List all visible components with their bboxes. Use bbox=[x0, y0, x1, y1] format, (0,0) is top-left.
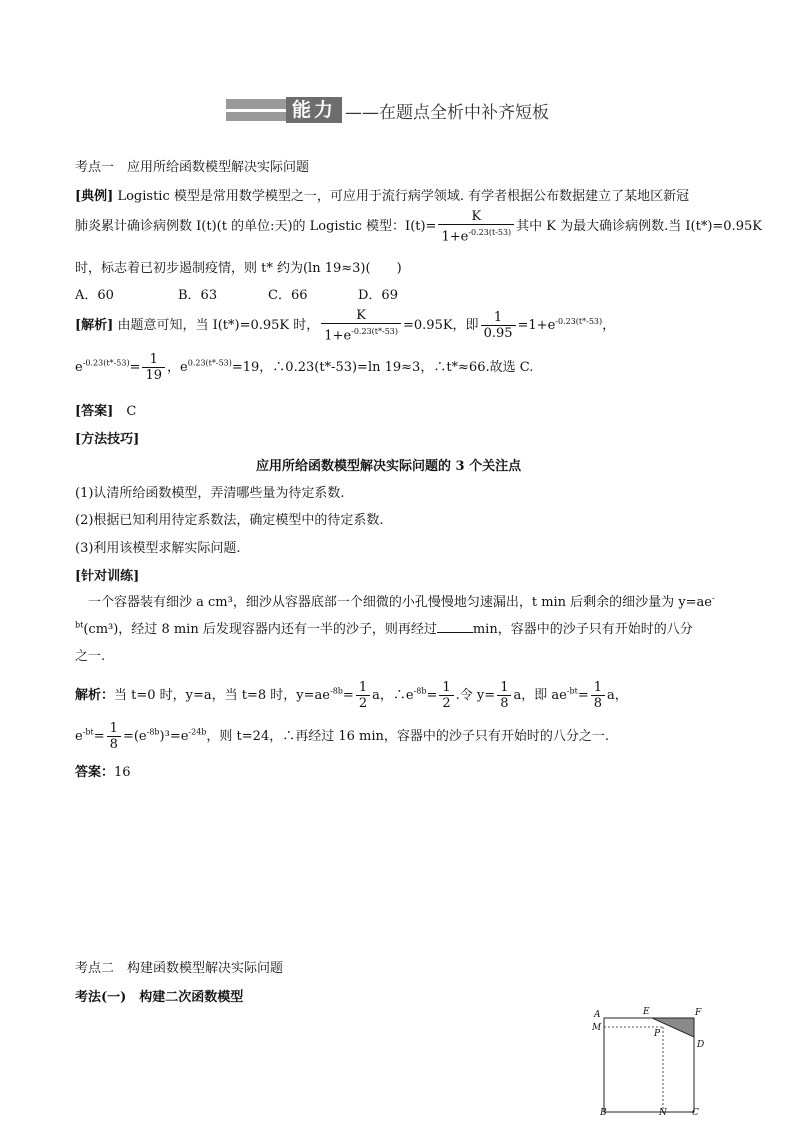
label-c: C bbox=[692, 1108, 699, 1118]
label-a: A bbox=[594, 1010, 601, 1020]
example-line3: 时，标志着已初步遏制疫情，则 t* 约为(ln 19≈3)( ) bbox=[75, 261, 402, 276]
training-solution-line2: $e^{-bt}=$ $\frac{1}{8}$ $=(e^{-8b})^3=e^{-24b}$，则 t=24，∴再经过 16 min，容器中的沙子只有开始时的八分之一. bbox=[75, 721, 610, 752]
section2-subheading: 考法(一) 构建二次函数模型 bbox=[75, 990, 244, 1005]
training-answer: 答案：16 bbox=[75, 765, 131, 780]
label-b: B bbox=[600, 1108, 607, 1118]
label-f: F bbox=[695, 1008, 702, 1018]
label-m: M bbox=[592, 1023, 602, 1033]
label-e: E bbox=[643, 1007, 650, 1017]
example-line1: [典例] Logistic 模型是常用数学模型之一，可应用于流行病学领域. 有学者根据公布数据建立了某地区新冠 bbox=[75, 189, 690, 204]
answer-line: [答案] C bbox=[75, 404, 137, 419]
method-item-2: (2)根据已知利用待定系数法，确定模型中的待定系数. bbox=[75, 513, 384, 528]
section1-heading: 考点一 应用所给函数模型解决实际问题 bbox=[75, 160, 310, 175]
option-a: A．60 bbox=[75, 288, 114, 303]
training-tag: [针对训练] bbox=[75, 569, 140, 584]
training-solution-line1: 解析：当 t=0 时，y=a，当 t=8 时，$y=ae^{-8b}=$ $\frac{1}{2}$ a，$\therefore e^{-8b}=$ $\frac{1}{2}$ .令 y= $\frac{1}{8}$ a，即 $ae^{-bt}=$ $\frac{1}{8}$ a， bbox=[75, 680, 628, 711]
analysis-line2: $e^{-0.23(t*-53)}=$ $\frac{1}{19}$ ，$e^{0.23(t*-53)}=19$，∴0.23(t*-53)=ln 19≈3，∴t*≈66.故选 C. bbox=[75, 352, 534, 383]
answer-blank bbox=[437, 620, 473, 633]
option-b: B．63 bbox=[178, 288, 218, 303]
analysis-line1: [解析] 由题意可知，当 I(t*)=0.95K 时， $\frac{K}{1+e^{-0.23(t*-53)}}$ =0.95K，即 $\frac{1}{0.95}$ $=1+e^{-0.23(t*-53)}$， bbox=[75, 308, 616, 344]
method-item-1: (1)认清所给函数模型，弄清哪些量为待定系数. bbox=[75, 486, 345, 501]
training-line2: $^{bt}$(cm³)，经过 8 min 后发现容器内还有一半的沙子，则再经过 min，容器中的沙子只有开始时的八分 bbox=[75, 620, 693, 637]
square-abcd bbox=[604, 1018, 694, 1112]
label-n: N bbox=[659, 1108, 667, 1118]
training-line1: 一个容器装有细沙 a cm³，细沙从容器底部一个细微的小孔慢慢地匀速漏出，t min 后剩余的细沙量为 y=ae- bbox=[88, 593, 715, 610]
label-p: P bbox=[654, 1029, 661, 1039]
banner-decor-bar bbox=[226, 99, 286, 121]
square-figure bbox=[590, 1008, 710, 1120]
method-item-3: (3)利用该模型求解实际问题. bbox=[75, 541, 241, 556]
example-line2: 肺炎累计确诊病例数 I(t)(t 的单位:天)的 Logistic 模型：I(t)= $\frac{K}{1+e^{-0.23(t-53)}}$ 其中 K 为最大确诊病例数.当 I(t*)=0.95K bbox=[75, 209, 762, 245]
method-tag: [方法技巧] bbox=[75, 432, 140, 447]
banner-title: 能力 bbox=[286, 97, 342, 123]
option-c: C．66 bbox=[268, 288, 308, 303]
label-d: D bbox=[697, 1040, 705, 1050]
option-d: D．69 bbox=[358, 288, 398, 303]
section2-heading: 考点二 构建函数模型解决实际问题 bbox=[75, 961, 284, 976]
training-line3: 之一. bbox=[75, 649, 106, 664]
method-title: 应用所给函数模型解决实际问题的 3 个关注点 bbox=[256, 459, 522, 474]
banner-subtitle: ——在题点全析中补齐短板 bbox=[345, 103, 549, 123]
